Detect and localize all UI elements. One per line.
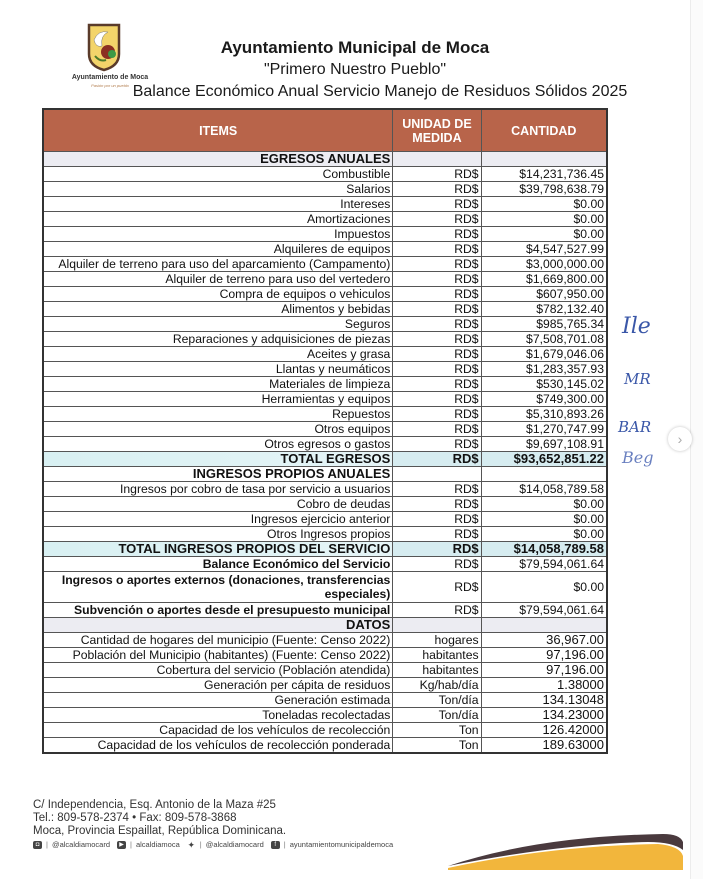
row-amount: $1,669,800.00 [481,272,607,287]
section-egresos [43,152,607,167]
row-unit: habitantes [393,663,481,678]
facebook-icon: f [271,841,280,849]
row-unit: RD$ [393,332,481,347]
row-amount: $14,058,789.58 [481,482,607,497]
row-item-label: TOTAL EGRESOS [43,452,393,467]
external-income-row [43,572,607,603]
instagram-handle[interactable]: @alcaldiamocard [51,840,111,849]
row-unit: RD$ [393,572,481,603]
row-item-label: Amortizaciones [43,212,393,227]
header-unit: UNIDAD DE MEDIDA [393,109,481,152]
table-row [43,167,607,182]
row-amount: 36,967.00 [481,633,607,648]
table-row [43,287,607,302]
row-unit: RD$ [393,182,481,197]
row-amount: $0.00 [481,497,607,512]
row-unit: Ton [393,723,481,738]
row-amount: $93,652,851.22 [481,452,607,467]
section-title: DATOS [43,618,393,633]
row-item-label: Población del Municipio (habitantes) (Fuente: Censo 2022) [43,648,393,663]
row-item-label: Alquiler de terreno para uso del aparcamiento (Campamento) [43,257,393,272]
logo-tagline: Pasión por un pueblo [91,83,129,88]
facebook-handle[interactable]: ayuntamientomunicipaldemoca [289,840,394,849]
table-row [43,317,607,332]
row-unit: RD$ [393,557,481,572]
instagram-icon: ◘ [33,841,42,849]
table-row [43,182,607,197]
row-unit: RD$ [393,212,481,227]
row-amount: 134.23000 [481,708,607,723]
row-amount: $0.00 [481,572,607,603]
section-title: INGRESOS PROPIOS ANUALES [43,467,393,482]
balance-row [43,557,607,572]
page-subtitle: Balance Económico Anual Servicio Manejo de Residuos Sólidos 2025 [132,83,628,100]
table-row [43,362,607,377]
row-amount: 134.13048 [481,693,607,708]
footer-social-links: ◘ | @alcaldiamocard ▶ | alcaldiamoca ✦ | @alcaldiamocard f | ayuntamientomunicipaldemoca [33,840,393,849]
footer-swoosh-decoration [448,828,683,873]
row-item-label: Cantidad de hogares del municipio (Fuente: Censo 2022) [43,633,393,648]
page-title: Ayuntamiento Municipal de Moca [220,38,490,57]
row-amount: $4,547,527.99 [481,242,607,257]
row-unit: RD$ [393,362,481,377]
row-unit: RD$ [393,482,481,497]
row-unit: RD$ [393,407,481,422]
row-item-label: Cobertura del servicio (Población atendida) [43,663,393,678]
row-item-label: Combustible [43,167,393,182]
row-unit: Ton/día [393,708,481,723]
table-row [43,197,607,212]
row-amount: $79,594,061.64 [481,557,607,572]
table-row [43,482,607,497]
row-amount: $0.00 [481,212,607,227]
row-item-label: Reparaciones y adquisiciones de piezas [43,332,393,347]
data-row [43,723,607,738]
youtube-handle[interactable]: alcaldiamoca [135,840,180,849]
table-row [43,242,607,257]
row-unit: RD$ [393,377,481,392]
table-row [43,347,607,362]
data-row [43,648,607,663]
row-item-label: TOTAL INGRESOS PROPIOS DEL SERVICIO [43,542,393,557]
row-item-label: Seguros [43,317,393,332]
row-item-label: Herramientas y equipos [43,392,393,407]
youtube-icon: ▶ [117,841,126,849]
row-item-label: Repuestos [43,407,393,422]
data-row [43,708,607,723]
row-unit: RD$ [393,302,481,317]
total-ingresos-row [43,542,607,557]
row-amount: $14,231,736.45 [481,167,607,182]
row-unit: habitantes [393,648,481,663]
row-amount: $607,950.00 [481,287,607,302]
row-unit: RD$ [393,197,481,212]
row-item-label: Llantas y neumáticos [43,362,393,377]
footer-location: Moca, Provincia Espaillat, República Dominicana. [33,825,287,837]
row-amount: 1.38000 [481,678,607,693]
row-item-label: Toneladas recolectadas [43,708,393,723]
row-item-label: Alquileres de equipos [43,242,393,257]
table-row [43,392,607,407]
table-row [43,212,607,227]
row-unit: RD$ [393,227,481,242]
row-unit: RD$ [393,272,481,287]
row-amount: $0.00 [481,227,607,242]
header-amount: CANTIDAD [481,109,607,152]
table-row [43,227,607,242]
row-unit: RD$ [393,497,481,512]
row-amount: $1,283,357.93 [481,362,607,377]
row-item-label: Intereses [43,197,393,212]
row-unit: RD$ [393,317,481,332]
row-item-label: Otros equipos [43,422,393,437]
row-unit: Ton/día [393,693,481,708]
section-datos [43,618,607,633]
row-amount: $0.00 [481,527,607,542]
row-item-label: Capacidad de los vehículos de recolección ponderada [43,738,393,754]
row-amount: 126.42000 [481,723,607,738]
row-item-label: Alquiler de terreno para uso del vertedero [43,272,393,287]
row-unit: RD$ [393,242,481,257]
signature-initials-4: Beg [622,448,654,467]
table-row [43,377,607,392]
row-unit: RD$ [393,392,481,407]
row-unit: RD$ [393,512,481,527]
next-page-button[interactable]: › [668,427,692,451]
data-row [43,678,607,693]
table-row [43,332,607,347]
row-amount: $530,145.02 [481,377,607,392]
row-item-label: Balance Económico del Servicio [43,557,393,572]
row-unit: RD$ [393,452,481,467]
row-amount: $5,310,893.26 [481,407,607,422]
row-item-label: Impuestos [43,227,393,242]
row-item-label: Generación estimada [43,693,393,708]
row-item-label: Ingresos o aportes externos (donaciones, transferencias especiales) [43,572,393,603]
row-amount: $1,679,046.06 [481,347,607,362]
row-item-label: Capacidad de los vehículos de recolección [43,723,393,738]
row-item-label: Compra de equipos o vehiculos [43,287,393,302]
table-row [43,302,607,317]
row-item-label: Cobro de deudas [43,497,393,512]
footer-phone: Tel.: 809-578-2374 • Fax: 809-578-3868 [33,812,237,824]
row-amount: $782,132.40 [481,302,607,317]
row-item-label: Ingresos ejercicio anterior [43,512,393,527]
section-ingresos [43,467,607,482]
row-item-label: Aceites y grasa [43,347,393,362]
row-amount: $1,270,747.99 [481,422,607,437]
signature-initials-2: MR [624,370,651,388]
table-row [43,407,607,422]
table-row [43,512,607,527]
row-amount: 97,196.00 [481,663,607,678]
table-row [43,437,607,452]
row-amount: $0.00 [481,197,607,212]
data-row [43,738,607,754]
row-unit: RD$ [393,527,481,542]
data-row [43,633,607,648]
signature-initials-3: BAR [618,418,652,436]
balance-table [42,108,608,754]
twitter-handle[interactable]: @alcaldiamocard [205,840,264,849]
row-unit: RD$ [393,287,481,302]
data-row [43,663,607,678]
row-item-label: Ingresos por cobro de tasa por servicio a usuarios [43,482,393,497]
row-unit: hogares [393,633,481,648]
row-amount: $7,508,701.08 [481,332,607,347]
row-unit: RD$ [393,603,481,618]
row-unit: Ton [393,738,481,754]
row-item-label: Generación per cápita de residuos [43,678,393,693]
table-row [43,527,607,542]
row-amount: $39,798,638.79 [481,182,607,197]
row-item-label: Otros Ingresos propios [43,527,393,542]
total-egresos-row [43,452,607,467]
row-amount: $14,058,789.58 [481,542,607,557]
row-amount: $0.00 [481,512,607,527]
row-unit: RD$ [393,437,481,452]
row-unit: RD$ [393,422,481,437]
row-amount: 97,196.00 [481,648,607,663]
row-item-label: Subvención o aportes desde el presupuesto municipal [43,603,393,618]
table-row [43,422,607,437]
table-row [43,272,607,287]
row-amount: $3,000,000.00 [481,257,607,272]
table-row [43,257,607,272]
table-header-row [43,109,607,152]
footer-address: C/ Independencia, Esq. Antonio de la Maza #25 [33,799,276,811]
row-item-label: Otros egresos o gastos [43,437,393,452]
page-motto: "Primero Nuestro Pueblo" [263,61,447,78]
row-amount: 189.63000 [481,738,607,754]
row-item-label: Materiales de limpieza [43,377,393,392]
twitter-icon: ✦ [187,839,196,850]
row-item-label: Salarios [43,182,393,197]
table-body [43,152,607,754]
row-item-label: Alimentos y bebidas [43,302,393,317]
logo-name: Ayuntamiento de Moca [71,74,149,81]
row-unit: Kg/hab/día [393,678,481,693]
row-unit: RD$ [393,347,481,362]
row-amount: $749,300.00 [481,392,607,407]
row-unit: RD$ [393,167,481,182]
table-row [43,497,607,512]
header-items: ITEMS [43,109,393,152]
section-title: EGRESOS ANUALES [43,152,393,167]
row-amount: $9,697,108.91 [481,437,607,452]
row-unit: RD$ [393,542,481,557]
signature-initials-1: Ile [622,314,651,339]
row-amount: $79,594,061.64 [481,603,607,618]
subsidy-row [43,603,607,618]
row-amount: $985,765.34 [481,317,607,332]
row-unit: RD$ [393,257,481,272]
data-row [43,693,607,708]
